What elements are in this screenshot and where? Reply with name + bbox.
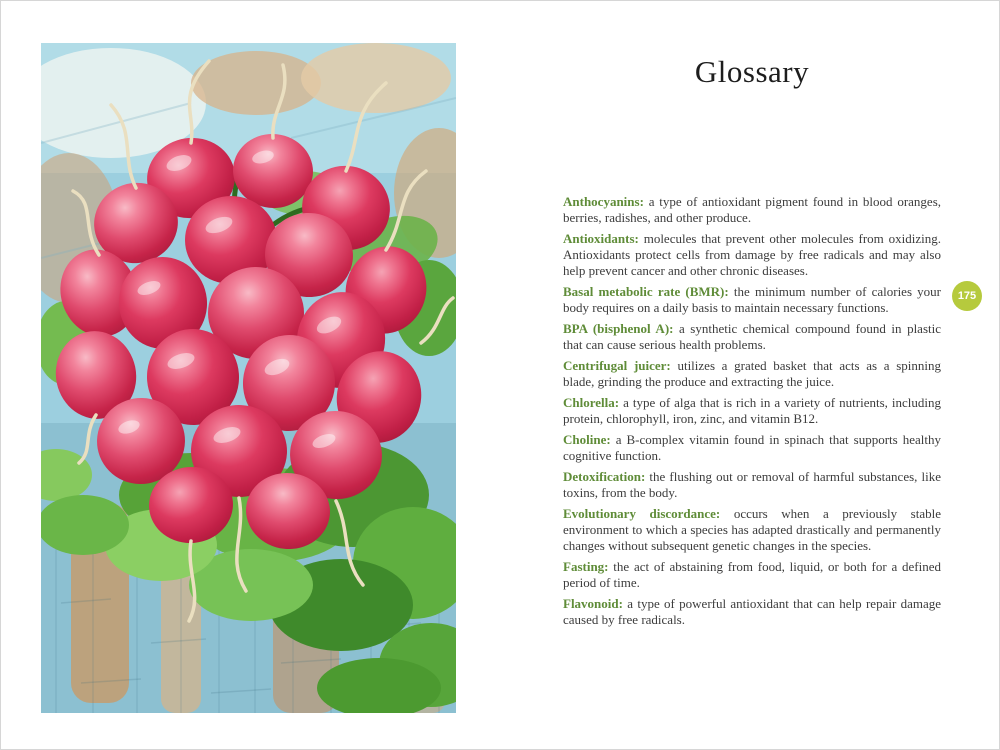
glossary-term: Fasting: <box>563 559 609 574</box>
glossary-term: Anthocyanins: <box>563 194 644 209</box>
glossary-list <box>563 194 941 633</box>
glossary-entry <box>563 559 941 591</box>
radishes-photo-svg <box>41 43 456 713</box>
glossary-definition: molecules that prevent other molecules from oxidizing. Antioxidants protect cells from damage by free radicals and may also help prevent cancer and other chronic diseases. <box>563 231 941 278</box>
glossary-entry <box>563 432 941 464</box>
glossary-term: Basal metabolic rate (BMR): <box>563 284 729 299</box>
glossary-term: Detoxification: <box>563 469 646 484</box>
glossary-definition: utilizes a grated basket that acts as a spinning blade, grinding the produce and extracting the juice. <box>563 358 941 389</box>
glossary-definition: the minimum number of calories your body requires on a daily basis to maintain necessary functions. <box>563 284 942 315</box>
page-title: Glossary <box>694 54 810 89</box>
glossary-entry <box>563 358 941 390</box>
glossary-term: Flavonoid: <box>563 596 623 611</box>
glossary-entry <box>563 469 941 501</box>
glossary-term: Antioxidants: <box>563 231 639 246</box>
glossary-term: Centrifugal juicer: <box>563 358 671 373</box>
glossary-definition: a B-complex vitamin found in spinach that supports healthy cognitive function. <box>563 432 941 463</box>
glossary-page <box>563 1 941 750</box>
glossary-term: Choline: <box>563 432 611 447</box>
glossary-definition: a type of powerful antioxidant that can help repair damage caused by free radicals. <box>563 596 942 627</box>
glossary-definition: a synthetic chemical compound found in plastic that can cause serious health problems. <box>563 321 941 352</box>
glossary-term: BPA (bisphenol A): <box>563 321 674 336</box>
glossary-definition: the flushing out or removal of harmful substances, like toxins, from the body. <box>563 469 941 500</box>
glossary-term: Evolutionary discordance: <box>563 506 721 521</box>
glossary-definition: a type of antioxidant pigment found in blood oranges, berries, radishes, and other produce. <box>563 194 941 225</box>
glossary-entry <box>563 321 941 353</box>
page-number-badge <box>952 281 982 311</box>
page-number: 175 <box>957 290 977 302</box>
glossary-definition: a type of alga that is rich in a variety of nutrients, including protein, chlorophyll, iron, zinc, and vitamin B12. <box>563 395 942 426</box>
glossary-entry <box>563 231 941 279</box>
glossary-term: Chlorella: <box>563 395 620 410</box>
glossary-entry <box>563 284 941 316</box>
glossary-entry <box>563 395 941 427</box>
glossary-definition: the act of abstaining from food, liquid, or both for a defined period of time. <box>563 559 942 590</box>
glossary-entry <box>563 596 941 628</box>
glossary-entry <box>563 506 941 554</box>
glossary-entry <box>563 194 941 226</box>
radishes-photo <box>41 43 456 713</box>
glossary-definition: occurs when a previously stable environment to which a species has adapted drastically and permanently changes without subsequent genetic changes in the species. <box>563 506 942 553</box>
